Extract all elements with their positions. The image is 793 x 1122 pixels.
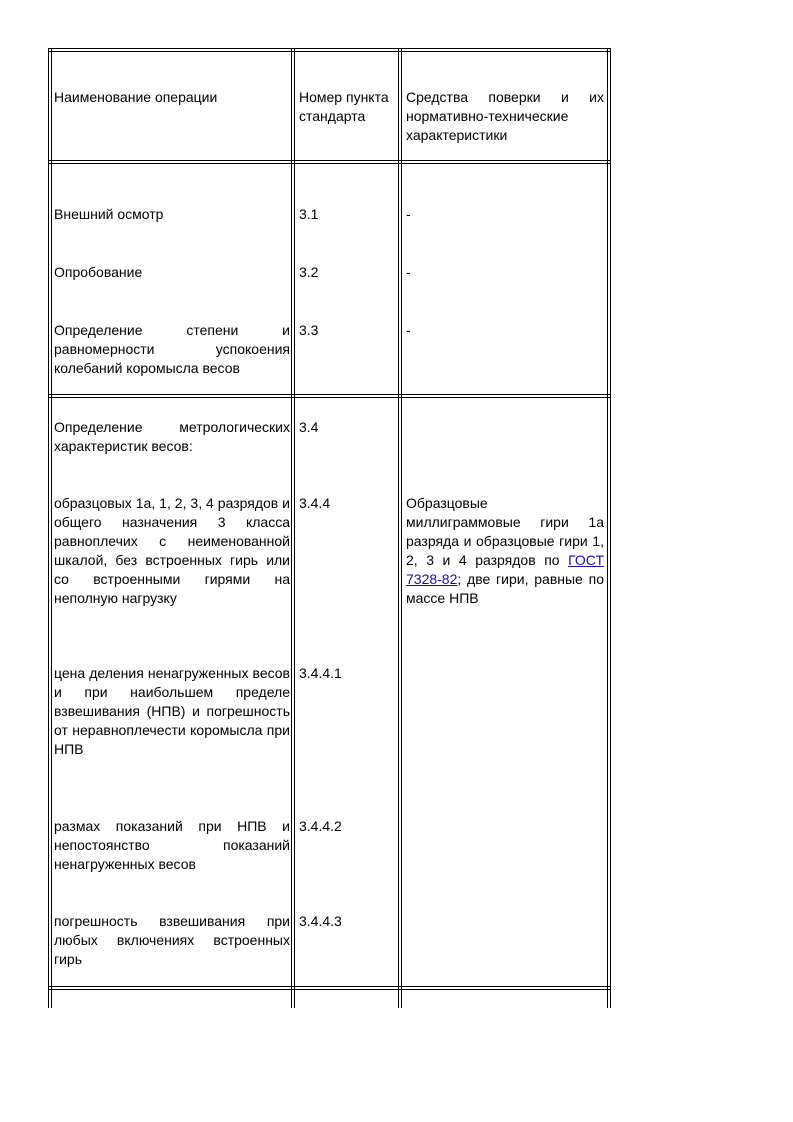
- header-means: Средства поверки и их нормативно-технические характеристики: [406, 89, 604, 143]
- row-clause: 3.4.4: [299, 495, 331, 511]
- gost-link[interactable]: ГОСТ 7328-82: [406, 552, 604, 587]
- row-means: [406, 494, 604, 608]
- row-operation: погрешность взвешивания при любых включениях встроенных гирь: [54, 913, 290, 967]
- row-operation: Внешний осмотр: [54, 206, 164, 222]
- table-border-right: [607, 48, 611, 1008]
- table-border-section: [48, 394, 611, 398]
- row-means: -: [406, 264, 411, 280]
- row-operation: размах показаний при НПВ и непостоянство показаний ненагруженных весов: [54, 818, 290, 872]
- row-clause: 3.4: [299, 419, 319, 435]
- table-border-header: [48, 160, 611, 164]
- row-clause: 3.4.4.3: [299, 913, 342, 929]
- row-clause: 3.2: [299, 264, 319, 280]
- table-border-col1: [291, 48, 295, 1008]
- row-means: -: [406, 322, 411, 338]
- table-border-left: [48, 48, 52, 1008]
- row-operation: цена деления ненагруженных весов и при наибольшем пределе взвешивания (НПВ) и погрешность от неравноплечести коромысла при НПВ: [54, 665, 290, 757]
- table-border-col2: [398, 48, 402, 1008]
- header-clause: Номер пункта стандарта: [299, 89, 389, 124]
- row-clause: 3.4.4.1: [299, 665, 342, 681]
- row-operation: Определение метрологических характеристик весов:: [54, 419, 290, 454]
- table-border-bottom: [48, 986, 611, 990]
- row-operation: Опробование: [54, 264, 143, 280]
- row-operation: образцовых 1а, 1, 2, 3, 4 разрядов и общего назначения 3 класса равноплечих с неименованной шкалой, без встроенных гирь или со встроенными гирями на неполную нагрузку: [54, 495, 290, 606]
- table-border-top: [48, 48, 611, 52]
- means-text-after: ; две гири, равные по массе НПВ: [406, 571, 604, 606]
- row-operation: Определение степени и равномерности успокоения колебаний коромысла весов: [54, 322, 290, 376]
- header-operation: Наименование операции: [54, 89, 218, 105]
- row-clause: 3.4.4.2: [299, 818, 342, 834]
- means-text: Образцовые миллиграммовые гири 1а разряда и образцовые гири 1, 2, 3 и 4 разрядов по: [406, 495, 604, 568]
- row-means: -: [406, 206, 411, 222]
- row-clause: 3.1: [299, 206, 319, 222]
- row-clause: 3.3: [299, 322, 319, 338]
